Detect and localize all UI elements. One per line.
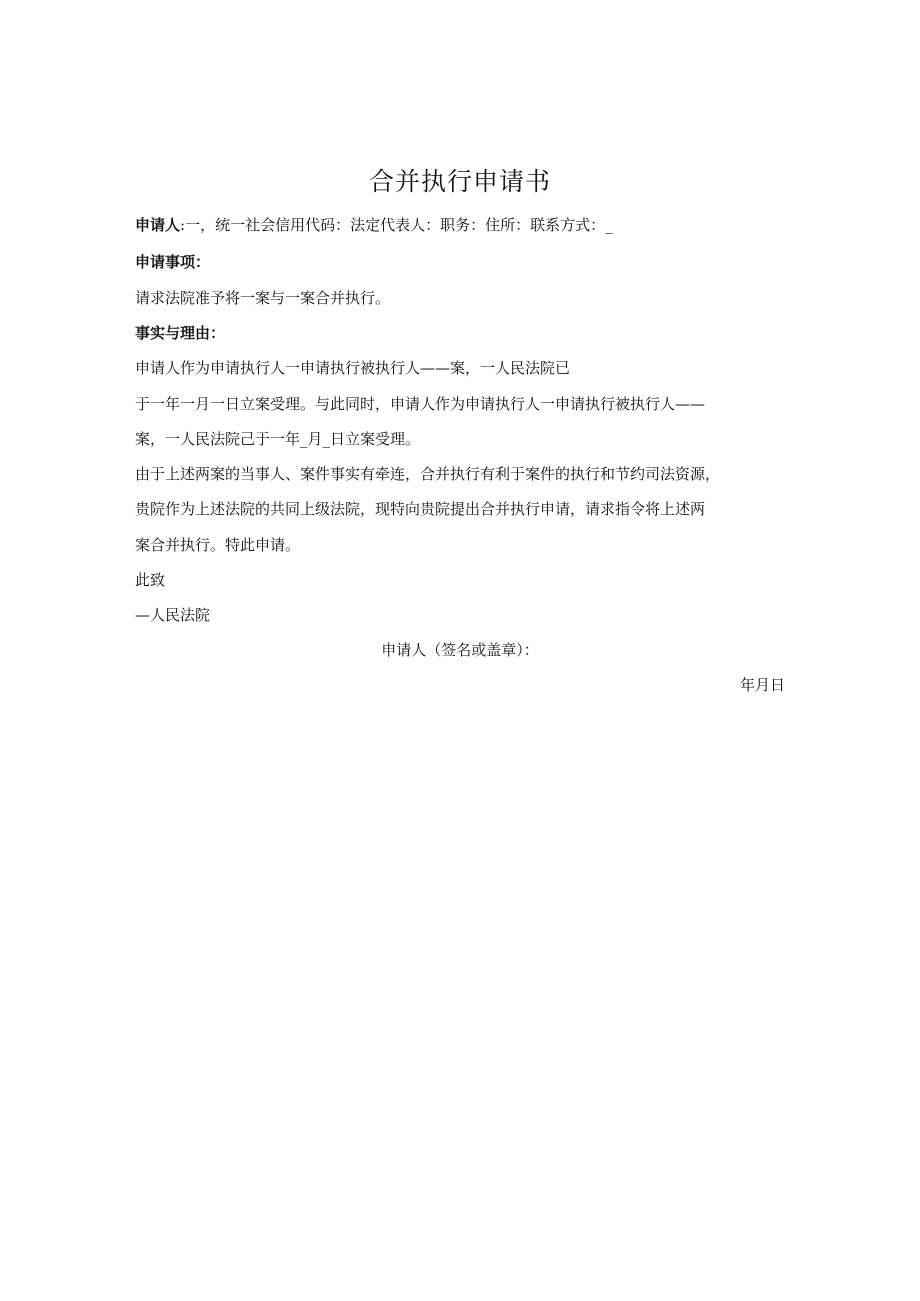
request-heading: 申请事项：	[135, 253, 211, 271]
facts-line: 案合并执行。特此申请。	[135, 536, 301, 554]
request-text: 请求法院准予将一案与一案合并执行。	[135, 289, 391, 307]
date-line: 年月日	[739, 676, 785, 694]
facts-line: 贵院作为上述法院的共同上级法院，现特向贵院提出合并执行申请，请求指令将上述两	[135, 500, 706, 518]
facts-line: 由于上述两案的当事人、案件事实有牵连，合并执行有利于案件的执行和节约司法资源，	[135, 465, 721, 483]
applicant-label: 申请人	[135, 216, 181, 234]
facts-line: 案，一人民法院己于一年_月_日立案受理。	[135, 430, 421, 448]
signature-line: 申请人（签名或盖章）：	[381, 641, 539, 659]
salutation: 此致	[135, 571, 166, 589]
court-name: —人民法院	[135, 606, 211, 624]
applicant-line	[135, 215, 795, 235]
applicant-text: :一，统一社会信用代码：法定代表人：职务：住所：联系方式：_	[180, 216, 613, 234]
facts-line: 申请人作为申请执行人一申请执行被执行人——案，一人民法院已	[135, 359, 571, 377]
facts-line: 于一年一月一日立案受理。与此同时，申请人作为申请执行人一申请执行被执行人——	[135, 395, 706, 413]
document-title: 合并执行申请书	[368, 167, 551, 196]
facts-heading: 事实与理由：	[135, 324, 226, 342]
